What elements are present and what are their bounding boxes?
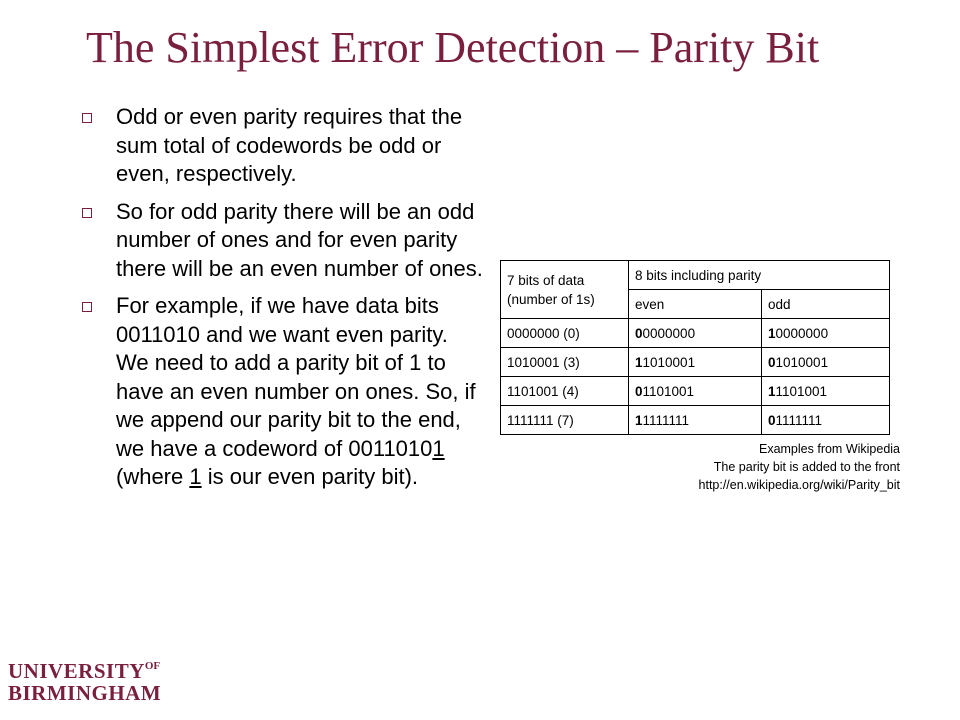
odd-cell	[762, 319, 890, 348]
data-bits-cell: 1101001 (4)	[501, 377, 629, 406]
even-cell	[629, 348, 762, 377]
bullet-text: Odd or even parity requires that the sum total of codewords be odd or even, respectively.	[116, 104, 463, 186]
bullet-item	[82, 103, 492, 189]
underlined-parity-bit: 1	[432, 435, 445, 461]
data-bits: 1111111	[642, 412, 690, 428]
bullet-text-part: is our even parity bit).	[201, 464, 419, 489]
square-bullet-icon	[82, 208, 92, 218]
even-cell	[629, 406, 762, 435]
table-header-row	[501, 261, 890, 290]
data-bits-cell: 1111111 (7)	[501, 406, 629, 435]
data-bits: 1101001	[775, 383, 828, 399]
table-row	[501, 348, 890, 377]
bullet-text-part: For example, if we have data bits 0011010 and we want even parity. We need to add a parity bit of 1 to have an even number on ones. So, if we append our parity bit to the end, we have a codeword of 0011010	[116, 293, 476, 461]
header-odd: odd	[762, 290, 890, 319]
data-bits: 0000000	[775, 325, 829, 341]
slide-title: The Simplest Error Detection – Parity Bit	[86, 23, 820, 72]
even-cell	[629, 377, 762, 406]
bullet-text	[116, 292, 486, 492]
underlined-parity-bit: 1	[189, 464, 202, 489]
parity-bit: 1	[768, 383, 776, 399]
table-row	[501, 406, 890, 435]
caption-line: Examples from Wikipedia	[758, 442, 900, 456]
caption-line: The parity bit is added to the front	[713, 460, 900, 474]
data-bits-cell: 0000000 (0)	[501, 319, 629, 348]
data-bits: 1111111	[775, 412, 823, 428]
data-bits-cell: 1010001 (3)	[501, 348, 629, 377]
square-bullet-icon	[82, 302, 92, 312]
data-bits: 1101001	[642, 383, 695, 399]
bullet-item	[82, 198, 492, 284]
header-even: even	[629, 290, 762, 319]
data-bits: 1010001	[775, 354, 829, 370]
bullet-item	[82, 292, 492, 492]
odd-cell	[762, 377, 890, 406]
bullet-text-part: (where	[116, 464, 190, 489]
header-8-bits: 8 bits including parity	[629, 261, 890, 290]
bullet-list	[82, 103, 492, 501]
bullet-text: So for odd parity there will be an odd number of ones and for even parity there will be an even number of ones.	[116, 198, 483, 281]
odd-cell	[762, 406, 890, 435]
logo-text: UNIVERSITY	[8, 659, 145, 683]
parity-bit: 1	[635, 412, 643, 428]
parity-bit: 1	[768, 325, 776, 341]
logo-text: BIRMINGHAM	[8, 681, 162, 705]
parity-bit: 1	[635, 354, 643, 370]
parity-bit: 0	[635, 383, 643, 399]
square-bullet-icon	[82, 113, 92, 123]
parity-table	[500, 260, 890, 435]
logo-text: OF	[144, 660, 161, 672]
parity-bit: 0	[635, 325, 643, 341]
source-url: http://en.wikipedia.org/wiki/Parity_bit	[698, 478, 900, 492]
university-logo	[8, 655, 161, 704]
header-data-bits: 7 bits of data (number of 1s)	[501, 261, 629, 319]
parity-bit: 0	[768, 412, 776, 428]
table-row	[501, 319, 890, 348]
even-cell	[629, 319, 762, 348]
table-row	[501, 377, 890, 406]
table-caption	[580, 440, 900, 494]
data-bits: 1010001	[642, 354, 696, 370]
parity-bit: 0	[768, 354, 776, 370]
odd-cell	[762, 348, 890, 377]
data-bits: 0000000	[642, 325, 696, 341]
